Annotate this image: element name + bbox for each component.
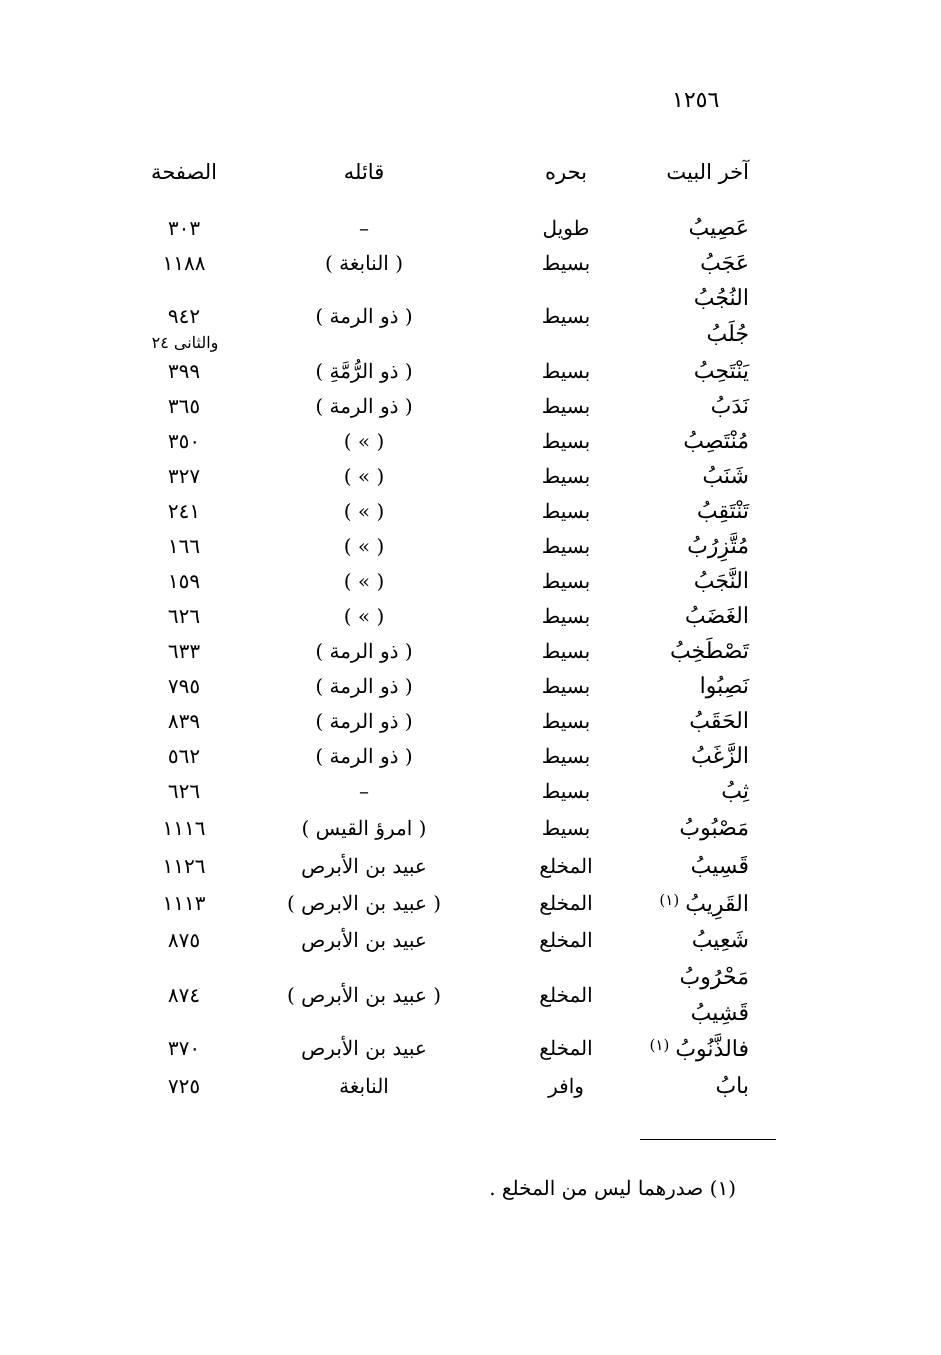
verse-end-text: عَجَبُ bbox=[700, 251, 749, 276]
verse-end bbox=[702, 466, 749, 488]
verse-end bbox=[689, 711, 749, 733]
verse-end bbox=[670, 641, 749, 663]
verse-end-text: قَسِيبُ bbox=[690, 854, 749, 879]
footnote: (١) صدرهما ليس من المخلع . bbox=[489, 1176, 736, 1200]
verse-end bbox=[659, 893, 749, 916]
verse-end-text: مَصْبُوبُ bbox=[679, 816, 749, 841]
verse-end bbox=[715, 1076, 749, 1098]
verse-end bbox=[700, 676, 749, 698]
page-number: ١٢٥٦ bbox=[672, 88, 720, 113]
verse-end-text: بابُ bbox=[715, 1074, 749, 1099]
verse-end-second: جُلَبُ bbox=[706, 322, 749, 347]
verse-end bbox=[692, 930, 749, 952]
verse-end bbox=[689, 218, 749, 240]
header-verse-end: آخر البيت bbox=[666, 160, 749, 184]
verse-end bbox=[685, 606, 749, 628]
verse-end-text: الحَقَبُ bbox=[689, 709, 749, 734]
verse-end bbox=[721, 781, 749, 803]
verse-end bbox=[683, 431, 749, 453]
verse-end-text: شَنَبُ bbox=[702, 464, 749, 489]
verse-end bbox=[679, 818, 749, 840]
verse-end bbox=[691, 856, 749, 878]
verse-end-text: مُنْتَصِبُ bbox=[683, 429, 749, 454]
verse-end-text: الغَضَبُ bbox=[684, 604, 749, 629]
verse-end bbox=[694, 361, 749, 383]
verse-end bbox=[700, 253, 749, 275]
verse-end-text: نَصِبُوا bbox=[699, 674, 749, 699]
page-ref-note: والثانى ٢٤ bbox=[151, 333, 219, 352]
verse-end bbox=[694, 571, 749, 593]
footnote-divider bbox=[640, 1139, 776, 1140]
verse-end-text: شَعِيبُ bbox=[691, 928, 749, 953]
verse-end-text: مَحْرُوبُ bbox=[679, 965, 749, 990]
verse-end-text: يَنْتَحِبُ bbox=[693, 359, 749, 384]
verse-end bbox=[680, 967, 749, 989]
verse-end-text: الزَّغَبُ bbox=[690, 744, 749, 769]
verse-end bbox=[711, 396, 749, 418]
verse-end-text: مُتَّزِرُبُ bbox=[687, 534, 749, 559]
verse-end-text: تَنْتَقِبُ bbox=[696, 499, 749, 524]
verse-end-text: القَرِيبُ bbox=[685, 892, 749, 917]
verse-end-text: النَّجَبُ bbox=[693, 569, 749, 594]
verse-end bbox=[691, 746, 749, 768]
verse-end-text: ثِبُ bbox=[721, 779, 749, 804]
verse-end bbox=[687, 536, 749, 558]
verse-end-second: قَشِيبُ bbox=[690, 1001, 749, 1026]
verse-end-text: فالذَّنُوبُ bbox=[675, 1037, 749, 1062]
footnote-marker: (١) bbox=[649, 1036, 670, 1054]
verse-end-text: نَدَبُ bbox=[710, 394, 749, 419]
verse-end bbox=[697, 501, 749, 523]
verse-end-text: تَصْطَخِبُ bbox=[669, 639, 749, 664]
verse-end bbox=[694, 288, 749, 310]
footnote-marker: (١) bbox=[659, 891, 680, 909]
verse-end-text: النُجُبُ bbox=[693, 286, 749, 311]
verse-end-text: عَصِيبُ bbox=[688, 216, 749, 241]
verse-end bbox=[650, 1038, 749, 1061]
